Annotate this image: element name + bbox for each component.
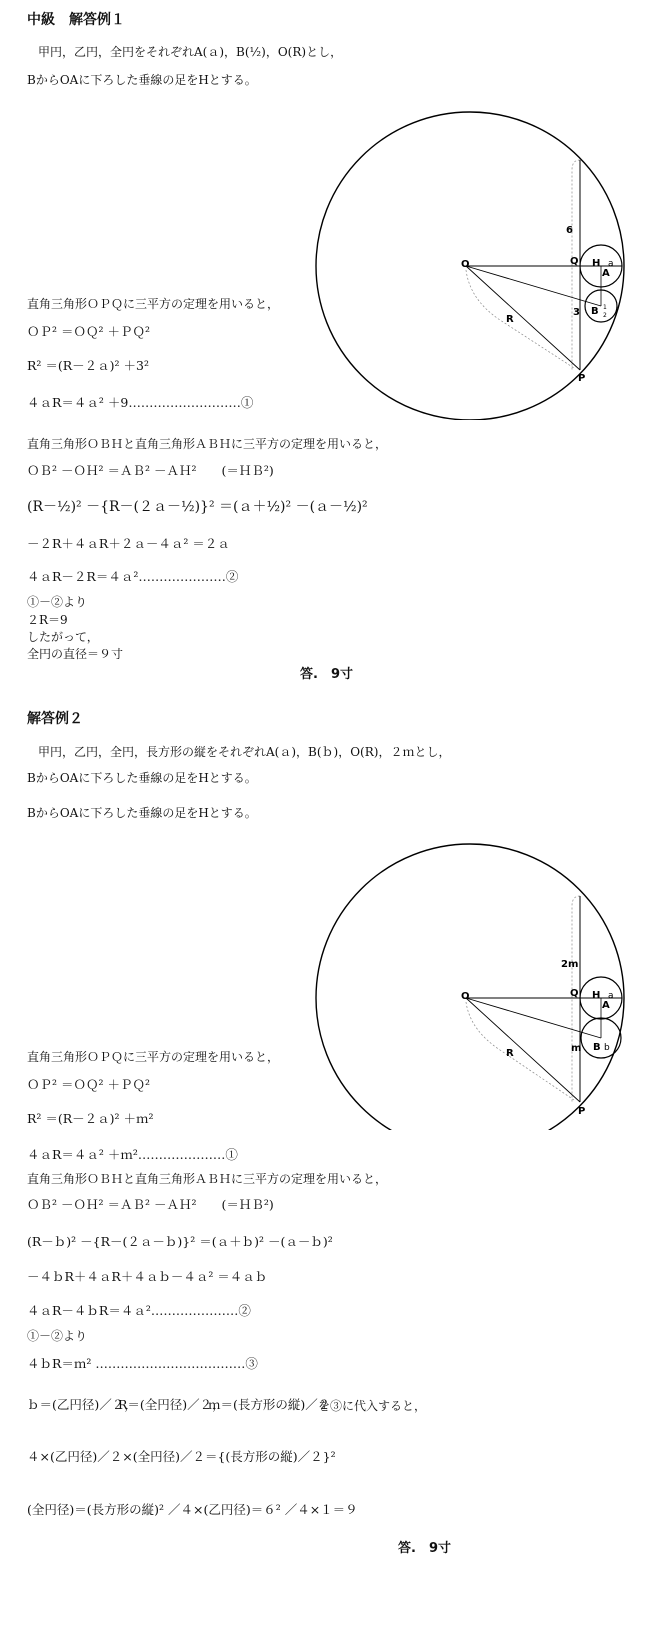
ex1-step4: 全円の直径＝９寸	[27, 647, 124, 661]
ex1-intro-line1: 甲円，乙円，全円をそれぞれA(ａ)，B(½)，O(R)とし，	[38, 45, 343, 59]
ex2-fig-label-R: R	[506, 1048, 514, 1059]
ex2-fig-label-A: A	[602, 1000, 610, 1011]
ex2-sub-note: を③に代入すると，	[318, 1399, 427, 1413]
ex1-fig-half-den: 2	[603, 312, 607, 319]
ex2-eq2: R² ＝(R－２ａ)² ＋ｍ²	[27, 1111, 154, 1126]
ex1-step2: ２R＝9	[27, 613, 68, 627]
ex2-intro-line2: BからOAに下ろした垂線の足をHとする。	[27, 771, 257, 785]
ex1-fig-label-Q: Q	[570, 256, 579, 267]
ex1-fig-label-A: A	[602, 268, 610, 279]
ex1-fig-label-a: a	[608, 259, 614, 269]
ex1-eq4: ＯＢ² －ＯＨ² ＝ＡＢ² －ＡＨ² (＝ＨＢ²)	[27, 463, 274, 478]
ex2-eq8: ４ｂR＝ｍ² ………………………………③	[27, 1356, 258, 1371]
ex1-derivation-intro-2: 直角三角形ＯＢＨと直角三角形ＡＢＨに三平方の定理を用いると，	[27, 437, 388, 451]
ex2-fig-label-H: H	[592, 990, 601, 1001]
ex2-figure	[0, 730, 660, 1130]
ex2-eq7: ４ａR－４ｂR＝４ａ²…………………②	[27, 1303, 251, 1318]
ex2-eq4: ＯＢ² －ＯＨ² ＝ＡＢ² －ＡＨ² (＝ＨＢ²)	[27, 1197, 274, 1212]
ex2-derivation-intro-2: 直角三角形ＯＢＨと直角三角形ＡＢＨに三平方の定理を用いると，	[27, 1172, 388, 1186]
ex1-eq5: (R－½)² －{R－(２ａ－½)}² ＝(ａ＋½)² －(ａ－½)²	[27, 499, 368, 515]
ex1-derivation-intro-1: 直角三角形ＯＰＱに三平方の定理を用いると，	[27, 297, 280, 311]
ex1-fig-label-P: P	[578, 373, 586, 384]
ex2-fig-label-P: P	[578, 1106, 586, 1117]
ex1-fig-label-B: B	[591, 306, 599, 317]
ex1-fig-half-num: 1	[603, 304, 607, 311]
ex2-eq5: (R－ｂ)² －{R－(２ａ－ｂ)}² ＝(ａ＋ｂ)² －(ａ－ｂ)²	[27, 1234, 333, 1249]
ex2-heading: 解答例２	[27, 711, 83, 727]
ex1-eq3: ４ａR＝４ａ² ＋9………………………①	[27, 395, 254, 410]
ex2-sub-m: ｍ＝(長方形の縦)／２	[208, 1397, 331, 1412]
ex2-intro-line1: 甲円，乙円，全円，長方形の縦をそれぞれA(ａ)，B(ｂ)，O(R)，２ｍとし，	[38, 745, 451, 759]
ex2-fig-label-2m: 2m	[561, 959, 579, 970]
ex2-eq10: (全円径)＝(長方形の縦)² ／４×(乙円径)＝６² ／４×１＝９	[27, 1502, 358, 1517]
ex1-fig-label-R: R	[506, 314, 514, 325]
ex2-derivation-intro-1: 直角三角形ＯＰＱに三平方の定理を用いると，	[27, 1050, 280, 1064]
ex2-fig-label-B: B	[593, 1042, 601, 1053]
ex1-intro-line2: BからOAに下ろした垂線の足をHとする。	[27, 73, 257, 87]
ex2-eq6: －４ｂR＋４ａR＋４ａｂ－４ａ² ＝４ａｂ	[27, 1269, 268, 1284]
ex2-eq1: ＯＰ² ＝ＯＱ² ＋ＰＱ²	[27, 1077, 150, 1092]
ex1-fig-label-6: 6	[566, 225, 573, 236]
ex1-fig-label-O: O	[461, 259, 470, 270]
ex2-fig-label-a: a	[608, 991, 614, 1001]
ex1-fig-label-3: 3	[573, 307, 580, 318]
ex1-eq2: R² ＝(R－２ａ)² ＋3²	[27, 358, 150, 373]
ex2-sub-b: ｂ＝(乙円径)／２，	[27, 1397, 137, 1412]
ex2-fig-label-Q: Q	[570, 988, 579, 999]
ex2-eq3: ４ａR＝４ａ² ＋ｍ²…………………①	[27, 1147, 238, 1162]
ex2-step1: ①－②より	[27, 1329, 88, 1343]
ex2-fig-label-O: O	[461, 991, 470, 1002]
ex1-eq6: －２R＋４ａR＋２ａ－４ａ² ＝２ａ	[27, 536, 230, 551]
ex2-eq9: ４×(乙円径)／２×(全円径)／２＝{(長方形の縦)／２}²	[27, 1449, 336, 1464]
ex2-fig-label-b: b	[604, 1043, 610, 1053]
ex2-intro-line3: BからOAに下ろした垂線の足をHとする。	[27, 806, 257, 820]
ex2-answer: 答. 9寸	[398, 1541, 451, 1556]
ex1-eq7: ４ａR－２R＝４ａ²…………………②	[27, 569, 239, 584]
ex1-heading: 中級 解答例１	[27, 12, 125, 28]
ex2-fig-label-m: m	[571, 1043, 582, 1054]
ex1-eq1: ＯＰ² ＝ＯＱ² ＋ＰＱ²	[27, 324, 150, 339]
ex1-fig-label-H: H	[592, 258, 601, 269]
ex1-step3: したがって，	[27, 630, 99, 644]
ex1-answer: 答. 9寸	[300, 667, 353, 682]
ex1-step1: ①－②より	[27, 595, 88, 609]
ex2-sub-R: R＝(全円径)／２，	[118, 1397, 225, 1412]
